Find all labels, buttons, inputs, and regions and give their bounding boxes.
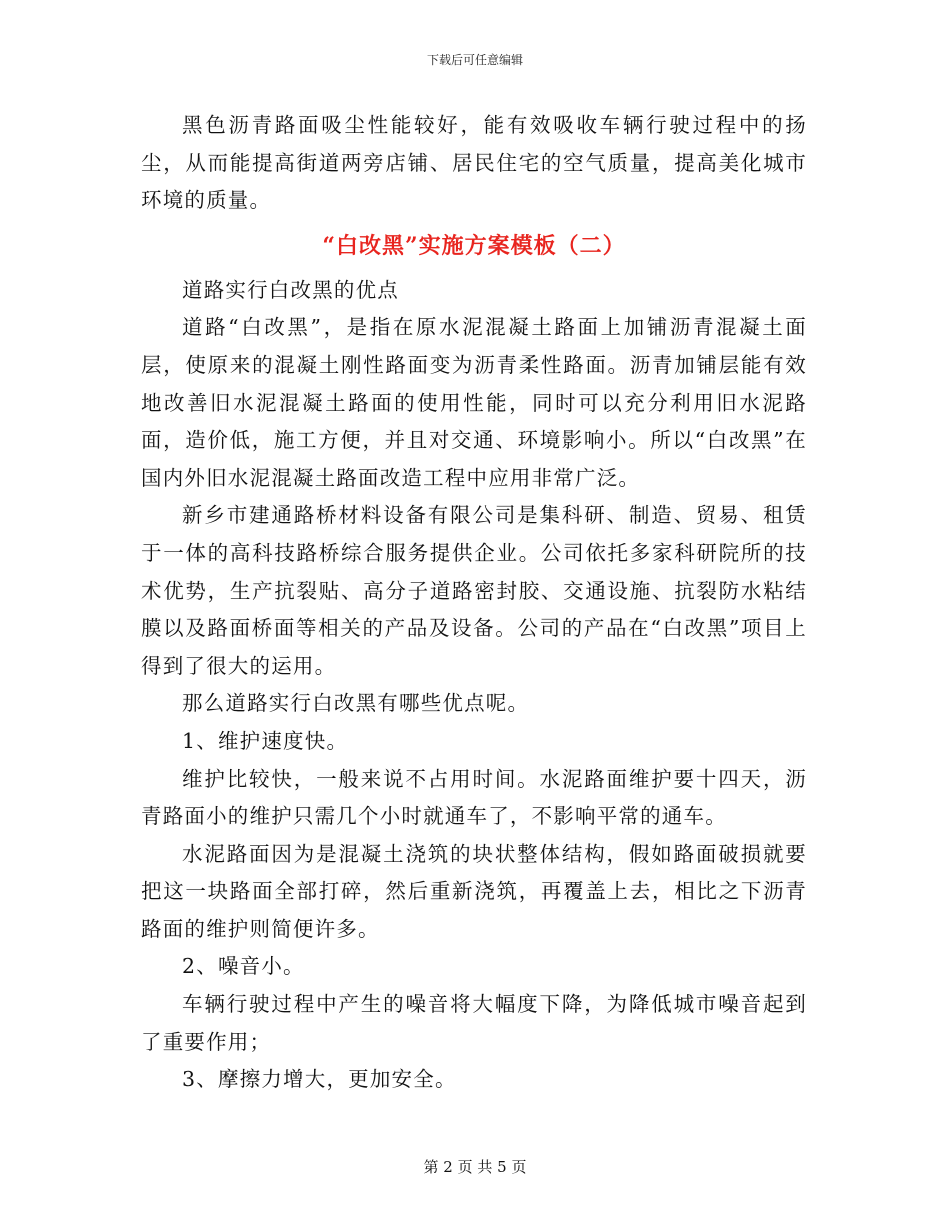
intro-paragraph: 黑色沥青路面吸尘性能较好，能有效吸收车辆行驶过程中的扬尘，从而能提高街道两旁店铺、居民住宅的空气质量，提高美化城市环境的质量。 (141, 113, 807, 213)
list-heading-3: 3、摩擦力增大，更加安全。 (182, 1067, 457, 1092)
page-number: 第 2 页 共 5 页 (423, 1158, 527, 1176)
paragraph-company: 新乡市建通路桥材料设备有限公司是集科研、制造、贸易、租赁于一体的高科技路桥综合服务提供企业。公司依托多家科研院所的技术优势，生产抗裂贴、高分子道路密封胶、交通设施、抗裂防水粘结膜以及路面桥面等相关的产品及设备。公司的产品在“白改黑”项目上得到了很大的运用。 (141, 503, 807, 678)
list-heading-1: 1、维护速度快。 (182, 728, 349, 753)
paragraph-subtitle: 道路实行白改黑的优点 (182, 277, 399, 302)
section-title: “白改黑”实施方案模板（二） (322, 232, 626, 259)
paragraph-noise: 车辆行驶过程中产生的噪音将大幅度下降，为降低城市噪音起到了重要作用； (141, 992, 807, 1054)
document-body (141, 107, 807, 1099)
page-header: 下载后可任意编辑 (426, 53, 523, 67)
paragraph-definition: 道路“白改黑”，是指在原水泥混凝土路面上加铺沥青混凝土面层，使原来的混凝土刚性路面变为沥青柔性路面。沥青加铺层能有效地改善旧水泥混凝土路面的使用性能，同时可以充分利用旧水泥路面，造价低，施工方便，并且对交通、环境影响小。所以“白改黑”在国内外旧水泥混凝土路面改造工程中应用非常广泛。 (141, 315, 807, 490)
paragraph-cement: 水泥路面因为是混凝土浇筑的块状整体结构，假如路面破损就要把这一块路面全部打碎，然后重新浇筑，再覆盖上去，相比之下沥青路面的维护则简便许多。 (141, 841, 807, 941)
paragraph-maintenance: 维护比较快，一般来说不占用时间。水泥路面维护要十四天，沥青路面小的维护只需几个小时就通车了，不影响平常的通车。 (141, 766, 807, 829)
list-heading-2: 2、噪音小。 (182, 954, 305, 979)
paragraph-question: 那么道路实行白改黑有哪些优点呢。 (182, 691, 530, 716)
